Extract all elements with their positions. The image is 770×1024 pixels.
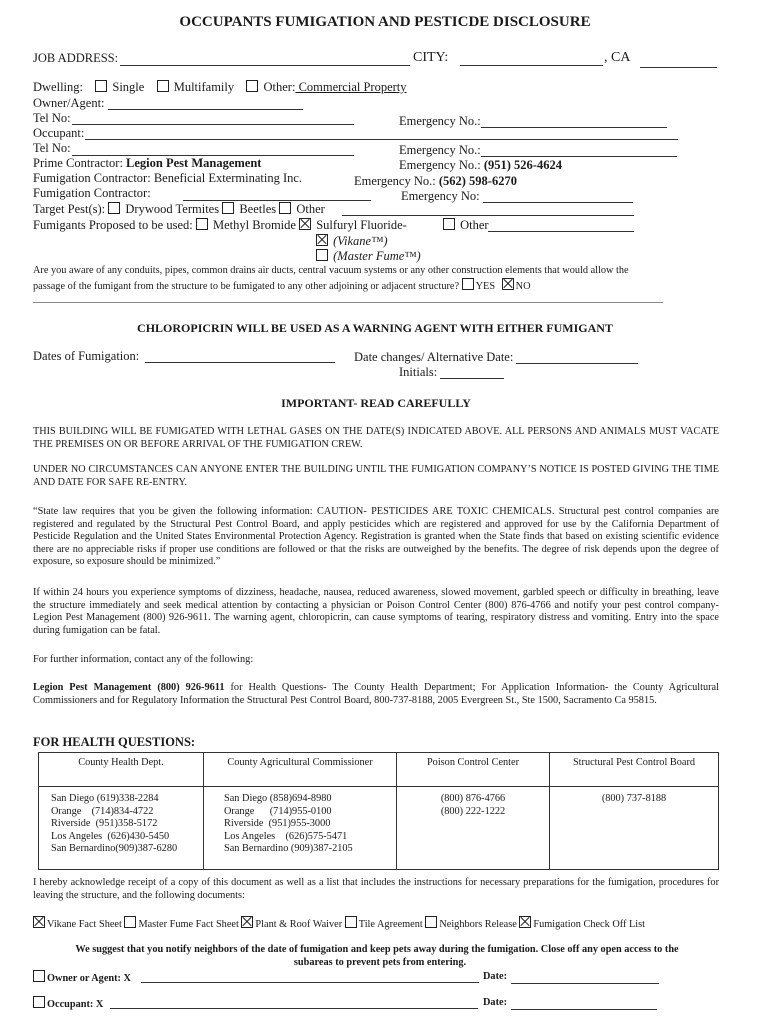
fumigation-check-off-checkbox[interactable] (519, 916, 531, 928)
occupant-signature-label: Occupant: X (47, 999, 104, 1010)
health-questions-heading: FOR HEALTH QUESTIONS: (33, 735, 196, 749)
fumigation-contractor2-emergency-field[interactable] (483, 202, 633, 203)
suggest-line2: subareas to prevent pets from entering. (293, 957, 467, 968)
drywood-termites-label: Drywood Termites (125, 202, 220, 216)
pest-board-phones (550, 787, 719, 870)
health-phone: Orange (714)834-4722 (51, 805, 154, 817)
occupant-date-field[interactable] (511, 1009, 657, 1010)
occupant-date-label: Date: (483, 997, 508, 1008)
agricultural-phone: Los Angeles (626)575-5471 (224, 830, 348, 842)
dates-of-fumigation-field[interactable] (145, 362, 335, 363)
fumigation-emergency-value: (562) 598-6270 (438, 174, 517, 188)
pest-other-checkbox[interactable] (279, 202, 291, 214)
fumigation-check-off-label: Fumigation Check Off List (533, 919, 646, 930)
poison-control-phone: (800) 222-1222 (440, 805, 506, 817)
conduits-yes-label: YES (475, 281, 496, 292)
occupant-signature-field[interactable] (110, 1008, 478, 1009)
prime-emergency-row (399, 158, 562, 173)
fumigation-emergency-row (354, 174, 517, 189)
health-phone: San Bernardino(909)387-6280 (51, 843, 178, 854)
header-pest-control-board: Structural Pest Control Board (550, 753, 719, 787)
single-checkbox[interactable] (95, 80, 107, 92)
owner-signature-row (33, 970, 131, 984)
symptoms-paragraph: If within 24 hours you experience symptoms of dizziness, headache, nausea, reduced awareness, slowed movement, garbled speech or difficulty in breathing, leave the structure immediately and seek medical attention by contacting a physician or Poison Control Center (800) 876-4766 and notify your pest control company- Legion Pest Management (800) 926-9611. The warning agent, chloropicrin, can cause symptoms of tearing, respiratory distress and vomiting. Entry into the space during fumigation can be fatal. (33, 587, 719, 636)
fumigation-emergency-label: Emergency No.: (354, 174, 436, 188)
header-poison-control: Poison Control Center (397, 753, 550, 787)
master-fume-fact-sheet-checkbox[interactable] (124, 916, 136, 928)
vikane-fact-sheet-checkbox[interactable] (33, 916, 45, 928)
master-fume-fact-sheet-label: Master Fume Fact Sheet (138, 919, 239, 930)
plant-roof-waiver-checkbox[interactable] (241, 916, 253, 928)
single-label: Single (112, 80, 145, 94)
suggest-line1: We suggest that you notify neighbors of the date of fumigation and keep pets away during the fumigation. Close off any open access to the (75, 944, 679, 955)
master-fume-row (316, 249, 421, 264)
vikane-row (316, 234, 387, 249)
conduits-yes-checkbox[interactable] (462, 278, 474, 290)
date-changes-field[interactable] (516, 363, 638, 364)
fumigation-contractor-value: Beneficial Exterminating Inc. (153, 171, 303, 185)
conduits-question-line2-row (33, 278, 531, 292)
multifamily-checkbox[interactable] (157, 80, 169, 92)
contacts-paragraph (33, 682, 719, 707)
conduits-question-line2: passage of the fumigant from the structure to be fumigated to any other adjoining or adjacent structure? (33, 281, 460, 292)
fumigant-other-checkbox[interactable] (443, 218, 455, 230)
owner-date-field[interactable] (511, 983, 659, 984)
health-phone: Riverside (951)358-5172 (51, 818, 158, 829)
contacts-paragraph-text: for Health Questions- The County Health Department; For Application Information- the County Agricultural Commissioners and for Regulatory Information the Structural Pest Control Board, 800-737-8188, 2005 Evergreen St., Ste 1500, Sacramento Ca 95815. (33, 682, 719, 706)
date-changes-label: Date changes/ Alternative Date: (354, 350, 514, 364)
job-address-field[interactable] (120, 65, 410, 66)
prime-emergency-value: (951) 526-4624 (483, 158, 562, 172)
emergency-no-field[interactable] (481, 127, 667, 128)
owner-agent-label: Owner/Agent: (33, 96, 105, 110)
fumigation-contractor2-field[interactable] (183, 200, 371, 201)
warning-paragraph-1: THIS BUILDING WILL BE FUMIGATED WITH LETHAL GASES ON THE DATE(S) INDICATED ABOVE. ALL PERSONS AND ANIMALS MUST VACATE THE PREMISES ON OR BEFORE ARRIVAL OF THE FUMIGATION CREW. (33, 426, 719, 450)
fumigant-other-field[interactable] (488, 231, 634, 232)
agricultural-phone: Riverside (951)955-3000 (224, 818, 331, 829)
prime-contractor-row (33, 156, 261, 171)
conduits-question-line1: Are you aware of any conduits, pipes, common drains air ducts, central vacuum systems or any other construction elements that would allow the (33, 265, 629, 276)
health-phone: San Diego (619)338-2284 (51, 793, 159, 804)
occupant-emergency-field[interactable] (481, 156, 677, 157)
legion-pest-phone: Legion Pest Management (800) 926-9611 (33, 682, 225, 693)
conduits-no-checkbox[interactable] (502, 278, 514, 290)
owner-agent-signature-label: Owner or Agent: X (47, 973, 131, 984)
occupant-signature-row (33, 996, 103, 1010)
chloropicrin-heading: CHLOROPICRIN WILL BE USED AS A WARNING AGENT WITH EITHER FUMIGANT (137, 321, 613, 335)
state-law-paragraph: “State law requires that you be given the following information: CAUTION- PESTICIDES ARE TOXIC CHEMICALS. Structural pest control companies are registered and regulated by the Structural Pest Control Board, and apply pesticides which are registered and approved for use by the California Department of Pesticide Regulation and the United States Environmental Protection Agency. Registration is granted when the State finds that based on existing scientific evidence there are no appreciable risks if proper use conditions are followed or that the risks are outweighed by the benefits. The degree of risk depends upon the degree of exposure, so exposure should be minimized.” (33, 506, 719, 568)
owner-date-label: Date: (483, 971, 508, 982)
vikane-fact-sheet-label: Vikane Fact Sheet (47, 919, 122, 930)
fumigation-contractor-row (33, 171, 302, 186)
occupant-field[interactable] (85, 139, 678, 140)
fumigation-contractor-label: Fumigation Contractor: (33, 171, 151, 185)
dwelling-label: Dwelling: (33, 80, 83, 94)
city-label: CITY: (413, 50, 449, 65)
multifamily-label: Multifamily (173, 80, 235, 94)
plant-roof-waiver-label: Plant & Roof Waiver (255, 919, 343, 930)
section-divider (33, 302, 663, 303)
dates-of-fumigation-label: Dates of Fumigation: (33, 349, 140, 363)
vikane-checkbox[interactable] (316, 234, 328, 246)
page-title: OCCUPANTS FUMIGATION AND PESTICDE DISCLOSURE (179, 14, 591, 30)
pest-other-field[interactable] (342, 215, 634, 216)
county-health-phones (39, 787, 204, 870)
occupant-label: Occupant: (33, 126, 85, 140)
fumigant-other-label: Other (460, 218, 489, 232)
tel-no-label: Tel No: (33, 111, 71, 125)
fumigant-other-row (443, 218, 489, 233)
warning-paragraph-2: UNDER NO CIRCUMSTANCES CAN ANYONE ENTER THE BUILDING UNTIL THE FUMIGATION COMPANY’S NOTICE IS POSTED GIVING THE TIME AND DATE FOR SAFE RE-ENTRY. (33, 464, 719, 488)
dwelling-other-checkbox[interactable] (246, 80, 258, 92)
agricultural-phone: Orange (714)955-0100 (224, 805, 332, 817)
master-fume-checkbox[interactable] (316, 249, 328, 261)
tel-no-field[interactable] (72, 124, 354, 125)
documents-row (33, 916, 645, 930)
initials-field[interactable] (440, 378, 504, 379)
state-label: , CA (604, 50, 631, 65)
job-address-label: JOB ADDRESS: (33, 51, 119, 65)
agricultural-phone: San Bernardino (909)387-2105 (224, 843, 353, 854)
poison-control-phones (397, 787, 550, 870)
owner-agent-checkbox[interactable] (33, 970, 45, 982)
health-phone: Los Angeles (626)430-5450 (51, 830, 170, 842)
agricultural-phone: San Diego (858)694-8980 (224, 793, 332, 804)
prime-contractor-label: Prime Contractor: (33, 156, 123, 170)
fumigants-row (33, 218, 407, 233)
zip-field[interactable] (640, 67, 717, 68)
sulfuryl-fluoride-checkbox[interactable] (299, 218, 311, 230)
neighbors-release-checkbox[interactable] (425, 916, 437, 928)
agricultural-phones (204, 787, 397, 870)
city-field[interactable] (460, 65, 603, 66)
initials-label: Initials: (399, 365, 438, 379)
important-heading: IMPORTANT- READ CAREFULLY (281, 396, 471, 410)
occupant-tel-no-label: Tel No: (33, 141, 71, 155)
neighbors-release-label: Neighbors Release (439, 919, 517, 930)
vikane-label: (Vikane™) (333, 234, 388, 248)
drywood-termites-checkbox[interactable] (108, 202, 120, 214)
occupant-checkbox[interactable] (33, 996, 45, 1008)
target-pests-label: Target Pest(s): (33, 202, 106, 216)
fumigation-contractor2-label: Fumigation Contractor: (33, 186, 151, 200)
occupant-emergency-label: Emergency No.: (399, 143, 481, 157)
methyl-bromide-label: Methyl Bromide (212, 218, 296, 232)
pest-other-label: Other (296, 202, 325, 216)
tile-agreement-checkbox[interactable] (345, 916, 357, 928)
owner-agent-field[interactable] (108, 109, 303, 110)
conduits-no-label: NO (515, 281, 531, 292)
prime-contractor-value: Legion Pest Management (126, 156, 262, 170)
poison-control-phone: (800) 876-4766 (440, 793, 506, 804)
prime-emergency-label: Emergency No.: (399, 158, 481, 172)
header-county-health: County Health Dept. (39, 753, 204, 787)
tile-agreement-label: Tile Agreement (358, 919, 423, 930)
target-pests-row (33, 202, 325, 217)
pest-board-phone: (800) 737-8188 (601, 793, 667, 804)
master-fume-label: (Master Fume™) (333, 249, 421, 263)
fumigants-label: Fumigants Proposed to be used: (33, 218, 193, 232)
beetles-label: Beetles (239, 202, 277, 216)
owner-signature-field[interactable] (141, 982, 479, 983)
methyl-bromide-checkbox[interactable] (196, 218, 208, 230)
sulfuryl-fluoride-label: Sulfuryl Fluoride- (316, 218, 407, 232)
dwelling-row (33, 80, 407, 95)
emergency-no-label: Emergency No.: (399, 114, 481, 128)
health-questions-table (38, 752, 719, 870)
beetles-checkbox[interactable] (222, 202, 234, 214)
dwelling-other-value: Commercial Property (295, 80, 407, 94)
further-info-paragraph: For further information, contact any of the following: (33, 654, 254, 665)
fumigation-contractor2-emergency-label: Emergency No: (401, 189, 480, 203)
dwelling-other-label: Other: (263, 80, 296, 94)
acknowledge-paragraph: I hereby acknowledge receipt of a copy of this document as well as a list that includes the instructions for necessary preparations for the fumigation, procedures for leaving the structure, and the following documents: (33, 877, 719, 901)
header-county-agricultural: County Agricultural Commissioner (204, 753, 397, 787)
